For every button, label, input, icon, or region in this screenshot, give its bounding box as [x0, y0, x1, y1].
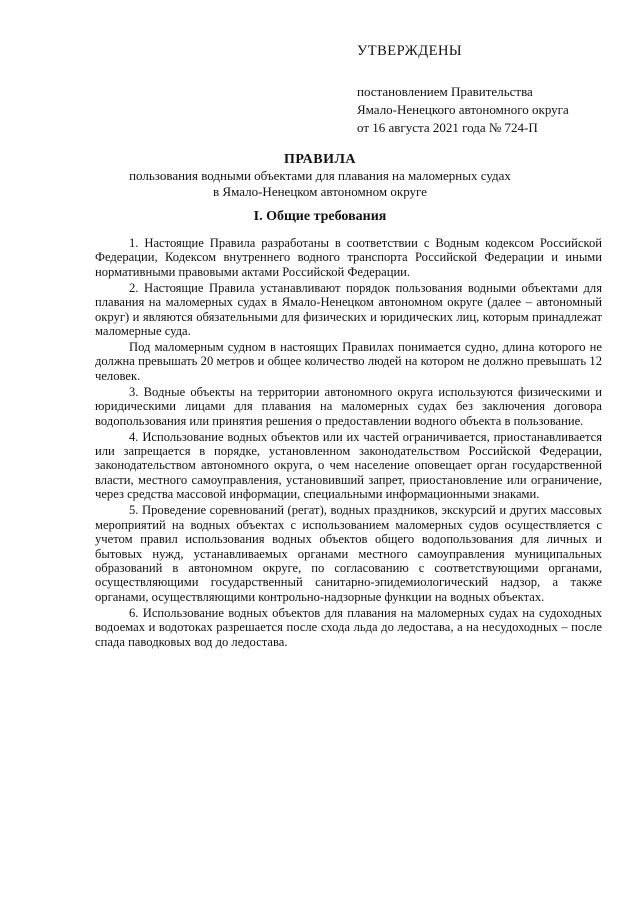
- approval-stamp: [357, 42, 627, 137]
- paragraph-6: 6. Использование водных объектов для плавания на маломерных судах на судоходных водоемах и водотоках разрешается после схода льда до ледостава, а на несудоходных – после спада паводковых вод до ледостава.: [95, 605, 602, 649]
- paragraph-2: 2. Настоящие Правила устанавливают порядок пользования водными объектами для плавания на маломерных судах в Ямало-Ненецком автономном округе (далее – автономный округ) и являются обязательными для физических и юридических лиц, которым принадлежат маломерные суда.: [95, 280, 602, 339]
- approval-line-date: от 16 августа 2021 года № 724-П: [357, 120, 538, 135]
- section-body: [95, 236, 602, 651]
- document-subtitle-line: в Ямало-Ненецком автономном округе: [213, 184, 427, 199]
- paragraph-1: 1. Настоящие Правила разработаны в соответствии с Водным кодексом Российской Федерации, Кодексом внутреннего водного транспорта Российской Федерации и иными нормативными правовыми актами Российской Федерации.: [95, 236, 602, 279]
- approval-line-decree: постановлением Правительства: [357, 84, 533, 99]
- paragraph-5: 5. Проведение соревнований (регат), водных праздников, экскурсий и других массовых мероприятий на водных объектах с использованием маломерных судов осуществляется с учетом правил использования водных объектов общего водопользования для личных и бытовых нужд, устанавливаемых органами местного самоуправления муниципальных образований в автономном округе, по согласованию с соответствующими органами, осуществляющими государственный санитарно-эпидемиологический надзор, а также органами, осуществляющими контрольно-надзорные функции на водных объектах.: [95, 503, 602, 604]
- section-heading: I. Общие требования: [253, 209, 387, 224]
- paragraph-4: 4. Использование водных объектов или их частей ограничивается, приостанавливается или запрещается в порядке, установленном законодательством Российской Федерации, законодательством автономного округа, о чем население оповещает орган государственной власти, местного самоуправления, установивший запрет, приостановление или ограничение, через средства массовой информации, специальными информационными знаками.: [95, 429, 602, 502]
- document-title-block: [60, 151, 580, 200]
- document-title: ПРАВИЛА: [283, 152, 357, 167]
- approval-heading: УТВЕРЖДЕНЫ: [357, 43, 463, 59]
- document-subtitle-line: пользования водными объектами для плавания на маломерных судах: [129, 168, 511, 183]
- paragraph-2-definition: Под маломерным судном в настоящих Правилах понимается судно, длина которого не должна превышать 20 метров и общее количество людей на котором не должно превышать 12 человек.: [95, 340, 602, 383]
- paragraph-3: 3. Водные объекты на территории автономного округа используются физическими и юридическими лицами для плавания на маломерных судах без заключения договора водопользования или принятия решения о предоставлении водного объекта в пользование.: [95, 384, 602, 428]
- approval-line-authority: Ямало-Ненецкого автономного округа: [357, 102, 569, 117]
